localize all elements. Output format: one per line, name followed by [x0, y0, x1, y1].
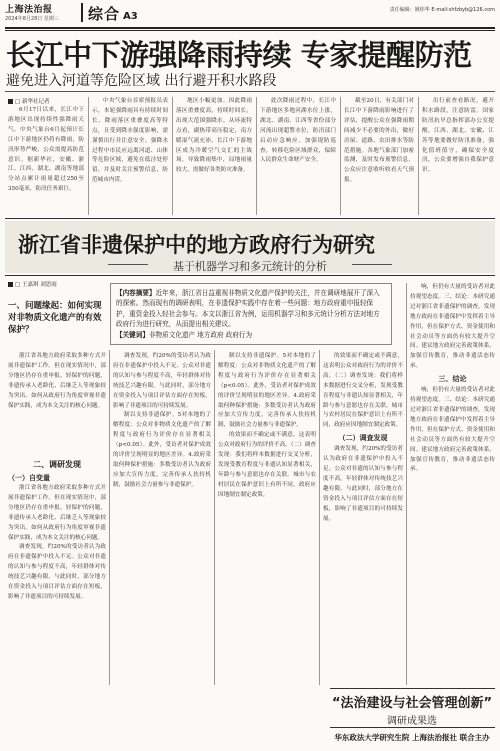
column-text: 响，但仍有大量的受访者对此持观望态度。三、结论：本研究通过对浙江省非遗保护的调查，发现地方政府在非遗保护中发挥着主导作用，但在保护方式、资金使用和社会动员等方面仍有较大提升空间。建议地方政府完善政策体系，加强宣传教育，推动非遗活态传承。 — [410, 387, 495, 473]
byline-text: □ 新华社记者 — [15, 99, 50, 105]
keywords-text: 非物质文化遗产 地方政府 政府行为 — [148, 330, 253, 339]
subhead-rule — [5, 91, 495, 92]
feature-column-2 — [113, 352, 211, 687]
promo-subtitle: 调研成果选 — [387, 716, 437, 727]
column-text: 响，但仍有大量的受访者对此持观望态度。三、结论：本研究通过对浙江省非遗保护的调查，发现地方政府在非遗保护中发挥着主导作用，但在保护方式、资金使用和社会动员等方面仍有较大提升空间。建议地方政府完善政策体系，加强宣传教育，推动非遗活态传承。 — [410, 284, 495, 370]
section-heading-3: 三、结论 — [438, 375, 467, 384]
column-text: 出行前查看路况，避开积水路段，注意防雷。国家防汛抗旱总指挥部办公室提醒，江西、湖北、安徽、江苏等地要做好防汛准备，强化值班值守，确保安全度汛，公众要增强自我保护意识。 — [422, 98, 494, 174]
column-text: 截至20日，有关部门对长江中下游降雨影响进行了评估，提醒公众在强降雨期间减少不必要的外出，做好房屋、道路、农田排水等防范措施。各地气象部门加密监测，及时发布预警信息，公众应注意收听收看天气预报。 — [344, 98, 414, 184]
feature-column-5 — [410, 283, 495, 583]
feature-column-3 — [218, 352, 316, 687]
promo-rule — [330, 688, 495, 689]
section-name: 综合 — [88, 5, 121, 23]
top-story-headline: 长江中下游强降雨持续 专家提醒防范 — [6, 38, 472, 72]
abstract-label: 【内容摘要】 — [116, 289, 156, 297]
abstract-text: 近年来，浙江省日益重视非物质文化遗产保护的关注，并在调研地展开了深入的探索。然而现有的调研表明，在非遗保护实践中存在着一些问题：地方政府重申报轻保护，重资金投入轻社会参与。本文以浙江省为例，运用机器学习和多元统计分析方法对地方政府行为进行研究，从而提出相关建议。 — [116, 289, 380, 329]
column-divider — [340, 97, 341, 215]
column-divider — [319, 350, 320, 685]
top-story-column-2 — [92, 97, 168, 215]
editor-line: 责任编辑：姚炜华 E-mail:shfzbyb@126.com — [389, 7, 495, 13]
column-text: 制以支持非遗保护。5对本地的了解程度：公众对非物质文化遗产的了解程度与政府行为评价存在显著相关（p<0.05）。此外，受访者对保护成效的评价呈现明显的地区差异。4.政府采取何种保护措施：多数受访者认为政府应加大宣传力度，完善传承人扶持机制，鼓励社会力量参与非遗保护。 — [218, 353, 316, 429]
promo-title: “法治建设与社会管理创新” — [332, 696, 493, 711]
issue-date: 2024年8月28日 星期三 — [5, 16, 59, 22]
header-rule-thin — [5, 30, 495, 31]
column-text: 调查发现，约20%的受访者认为政府在非遗保护中投入不足。公众对非遗的认知与参与程度不高，年轻群体对传统技艺兴趣有限。与此同时，部分地方在资金投入与项目评估方面存在短板，影响了非遗项目的可持续发展。 — [8, 544, 106, 600]
subheading-independent-vars: （一）自变量 — [8, 474, 50, 482]
top-story-column-3 — [176, 97, 252, 215]
top-story-column-5 — [344, 97, 414, 215]
feature-byline — [8, 280, 57, 288]
column-text: 制以支持非遗保护。5对本地的了解程度：公众对非物质文化遗产的了解程度与政府行为评价存在显著相关（p<0.05）。此外，受访者对保护成效的评价呈现明显的地区差异。4.政府采取何种保护措施：多数受访者认为政府应加大宣传力度，完善传承人扶持机制，鼓励社会力量参与非遗保护。 — [113, 412, 211, 488]
column-text: 浙江省各地方政府采取多种方式开展非遗保护工作。但在现实情况中，部分地区仍存在重申报、轻保护的问题，非遗传承人老龄化、后继乏人等现象较为突出。如何从政府行为角度审视非遗保护实践，成为本文关注的核心问题。 — [8, 353, 106, 409]
column-divider — [109, 350, 110, 685]
section-code: A3 — [123, 11, 138, 22]
top-story-column-4 — [260, 97, 336, 215]
column-text: 中央气象台首席预报员表示，本轮强降雨具有持续时间长、降雨落区重叠度高等特点，且受到降水强度影响，需谨慎出行并注意安全。强降水过程中市民应远离河道、山体等危险区域，避免在低洼处停留，并及时关注预警信息，防范城市内涝。 — [92, 98, 168, 184]
masthead: 上海法治报 — [5, 5, 53, 15]
promo-footer: 华东政法大学研究生院 上海法治报社 联合主办 — [334, 733, 490, 742]
column-text: 的效果而不确定或不满意，这表明公众对政府行为的评价不高。（二）调查发现：我们将样本数据进行交叉分析，发现受教育程度与非遗认知显著相关，年龄与参与意愿也存在关联。城市与农村居民在保护意识上有所不同，政府应因地制宜制定政策。 — [323, 353, 403, 429]
promo-rule — [330, 727, 495, 728]
abstract-box — [110, 283, 392, 345]
feature-column-1b — [8, 473, 106, 683]
feature-column-1 — [8, 352, 106, 454]
subhead-dash — [352, 264, 392, 265]
column-divider — [418, 97, 419, 215]
column-divider — [214, 350, 215, 685]
page-header — [5, 2, 495, 26]
feature-band-rule — [5, 275, 495, 276]
column-text: 6月17日以来，长江中下游地区出现持续性强降雨天气。中央气象台6月起预计长江中下游地区仍将有降雨，防汛形势严峻，公众需提高防范意识。据新华社，安徽、浙江、江西、湖北、湖南等地部分站点累计雨量超过250至350毫米，防汛任务艰巨。 — [8, 107, 84, 193]
column-text: 的效果而不确定或不满意，这表明公众对政府行为的评价不高。（二）调查发现：我们将样本数据进行交叉分析，发现受教育程度与非遗认知显著相关，年龄与参与意愿也存在关联。城市与农村居民在保护意识上有所不同，政府应因地制宜制定政策。 — [218, 432, 316, 498]
section-heading-2: 二、调研发现 — [33, 460, 81, 469]
subheading-findings: （二）调查发现 — [338, 434, 388, 443]
feature-column-4 — [323, 352, 403, 687]
column-text: 浙江省各地方政府采取多种方式开展非遗保护工作。但在现实情况中，部分地区仍存在重申报、轻保护的问题，非遗传承人老龄化、后继乏人等现象较为突出。如何从政府行为角度审视非遗保护实践，成为本文关注的核心问题。 — [8, 485, 106, 541]
column-text: 地区小幅更加。因此降雨落区重叠度高，持续时间长，出现大范围强降水。从环流特点看，副热带高压稳定，南方暖湿气流充沛，长江中下游地区成为冷暖空气交汇的主战场，导致降雨集中，局地雨量较大，需做好各类防灾准备。 — [176, 98, 252, 174]
byline-square-icon — [8, 282, 13, 287]
keywords-label: 【关键词】 — [116, 330, 149, 339]
byline-square-icon — [8, 99, 13, 104]
column-divider — [256, 97, 257, 215]
feature-subhead: 基于机器学习和多元统计的分析 — [173, 260, 327, 273]
column-divider — [88, 97, 89, 215]
column-text: 调查发现，约20%的受访者认为政府在非遗保护中投入不足。公众对非遗的认知与参与程度不高，年轻群体对传统技艺兴趣有限。与此同时，部分地方在资金投入与项目评估方面存在短板，影响了非遗项目的可持续发展。 — [113, 353, 211, 409]
section-label — [81, 3, 138, 22]
column-divider — [406, 283, 407, 685]
header-rule — [5, 27, 495, 29]
feature-headline: 浙江省非遗保护中的地方政府行为研究 — [18, 233, 375, 257]
top-story-byline — [8, 97, 49, 105]
top-story-column-6 — [422, 97, 494, 215]
byline-text: □ 王嘉琪 刘思雨 — [15, 282, 57, 288]
section-heading-1: 一、问题缘起：如何实现对非物质文化遗产的有效保护？ — [8, 301, 102, 335]
column-text: 此次降雨过程中，长江中下游地区多地河湖水位上涨，湖北、湖南、江西等省份部分河流出现超警水位，防汛部门启动应急响应，加强堤防巡查，转移危险区域群众，保障人民群众生命财产安全。 — [260, 98, 336, 164]
top-story-column-1 — [8, 106, 84, 216]
column-text: 调查发现，约20%的受访者认为政府在非遗保护中投入不足。公众对非遗的认知与参与程度不高，年轻群体对传统技艺兴趣有限。与此同时，部分地方在资金投入与项目评估方面存在短板，影响了非遗项目的可持续发展。 — [323, 446, 403, 522]
feature-band-rule — [5, 218, 495, 219]
column-divider — [172, 97, 173, 215]
top-story-subhead: 避免进入河道等危险区域 出行避开积水路段 — [6, 73, 277, 89]
